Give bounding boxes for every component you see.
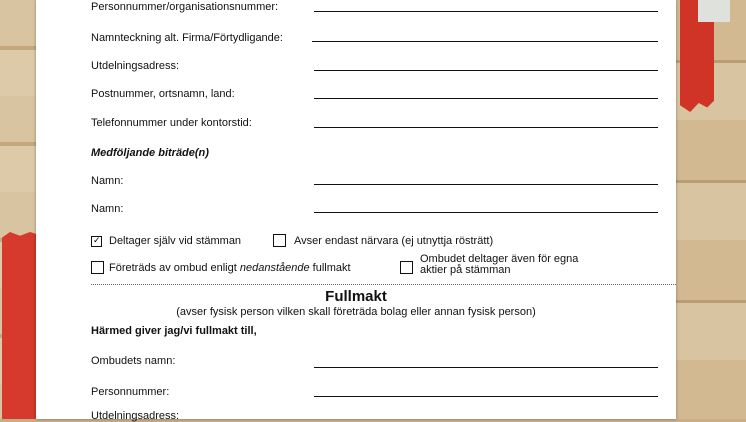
fullmakt-subtitle: (avser fysisk person vilken skall företräda bolag eller annan fysisk person) xyxy=(176,306,536,318)
represented-by-proxy-label: Företräds av ombud enligt nedanstående fullmakt xyxy=(109,262,351,274)
field-label-utdelningsadress: Utdelningsadress: xyxy=(91,60,180,72)
field-label-ombud-utdelningsadress: Utdelningsadress: xyxy=(91,410,180,422)
field-label-ombud-personnummer: Personnummer: xyxy=(91,386,170,398)
proxy-own-shares-label: Ombudet deltager även för egna aktier på stämman xyxy=(420,253,579,276)
field-line-namnteckning[interactable] xyxy=(312,41,658,42)
field-label-ombud-namn: Ombudets namn: xyxy=(91,355,176,367)
attend-only-checkbox[interactable] xyxy=(273,234,286,247)
attend-only-label: Avser endast närvara (ej utnyttja rösträtt) xyxy=(294,235,494,247)
field-line-assistant-name-1[interactable] xyxy=(314,184,658,185)
field-label-personnummer: Personnummer/organisationsnummer: xyxy=(91,1,279,13)
field-label-assistant-name-1: Namn: xyxy=(91,175,124,187)
assistant-heading: Medföljande biträde(n) xyxy=(91,147,209,159)
field-line-ombud-namn[interactable] xyxy=(314,367,658,368)
field-line-postnummer[interactable] xyxy=(314,98,658,99)
represented-by-proxy-checkbox[interactable] xyxy=(91,261,104,274)
field-line-ombud-personnummer[interactable] xyxy=(314,396,658,397)
field-line-utdelningsadress[interactable] xyxy=(314,70,658,71)
attend-self-checkbox[interactable] xyxy=(91,236,102,247)
proxy-own-shares-checkbox[interactable] xyxy=(400,261,413,274)
attend-self-label: Deltager själv vid stämman xyxy=(109,235,242,247)
white-tape-right xyxy=(698,0,730,22)
section-divider xyxy=(91,284,676,285)
fullmakt-heading: Härmed giver jag/vi fullmakt till, xyxy=(91,325,257,337)
field-label-assistant-name-2: Namn: xyxy=(91,203,124,215)
field-line-assistant-name-2[interactable] xyxy=(314,212,658,213)
check-mark-icon: ✓ xyxy=(93,235,101,245)
field-label-postnummer: Postnummer, ortsnamn, land: xyxy=(91,88,235,100)
field-label-namnteckning: Namnteckning alt. Firma/Förtydligande: xyxy=(91,32,283,44)
field-label-telefon: Telefonnummer under kontorstid: xyxy=(91,117,252,129)
field-line-personnummer[interactable] xyxy=(314,11,658,12)
field-line-telefon[interactable] xyxy=(314,127,658,128)
form-sheet xyxy=(36,0,676,422)
fullmakt-title: Fullmakt xyxy=(325,288,387,305)
